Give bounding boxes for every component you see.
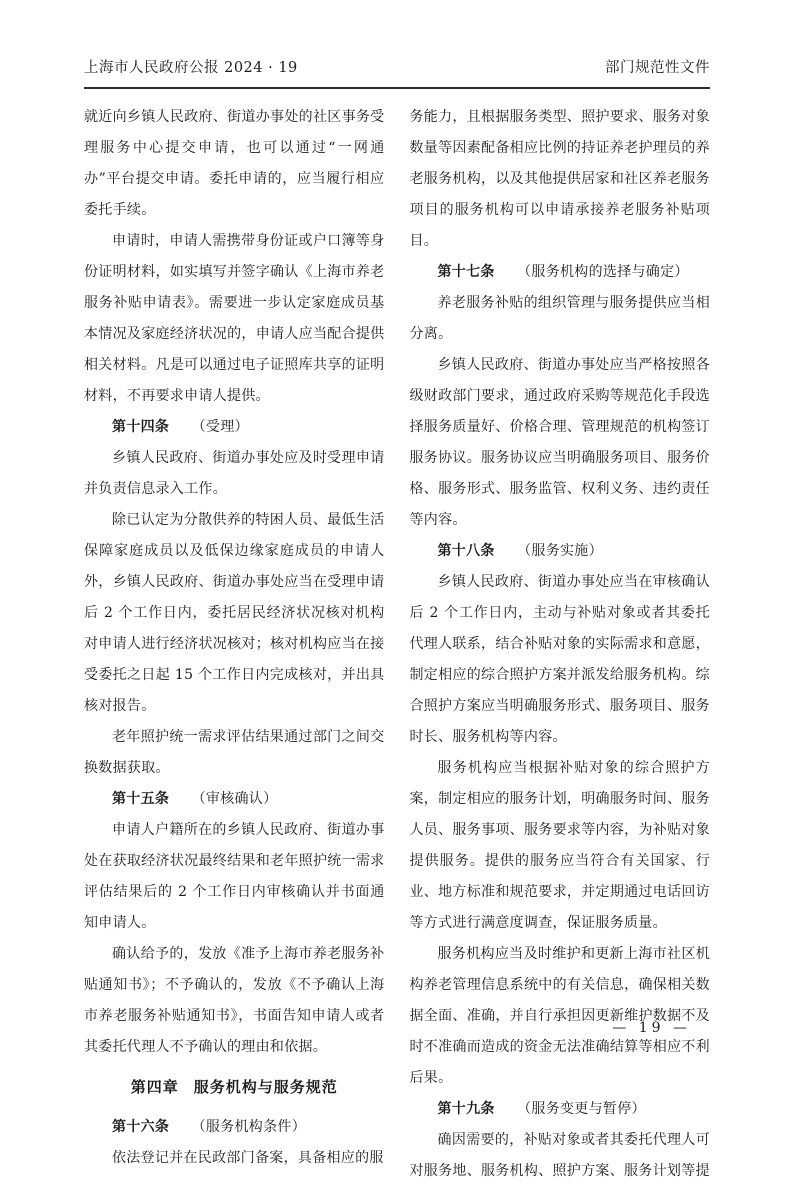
paragraph: 申请时，申请人需携带身份证或户口簿等身份证明材料，如实填写并签字确认《上海市养老服务补贴申请表》。需要进一步认定家庭成员基本情况及家庭经济状况的，申请人应当配合提供相关材料。凡是可以通过电子证照库共享的证明材料，不再要求申请人提供。 (84, 233, 385, 404)
article-title: （服务变更与暂停） (517, 1101, 646, 1117)
article-number: 第十五条 (112, 791, 170, 807)
article-number: 第十八条 (437, 543, 495, 559)
article-title: （服务机构的选择与确定） (517, 264, 689, 280)
header-section-label: 部门规范性文件 (605, 60, 710, 76)
article-number: 第十六条 (112, 1119, 170, 1135)
header-divider (84, 87, 710, 89)
paragraph: 老年照护统一需求评估结果通过部门之间交换数据获取。 (84, 729, 385, 776)
chapter-number: 第四章 (130, 1078, 179, 1096)
paragraph: 就近向乡镇人民政府、街道办事处的社区事务受理服务中心提交申请，也可以通过“一网通办”平台提交申请。委托申请的，应当履行相应委托手续。 (84, 109, 385, 218)
article-heading-18 (410, 536, 711, 567)
chapter-title: 服务机构与服务规范 (193, 1078, 338, 1096)
article-heading-16 (84, 1112, 385, 1143)
article-heading-19 (410, 1094, 711, 1125)
page-footer (612, 1020, 691, 1036)
article-number: 第十九条 (437, 1101, 495, 1117)
paragraph: 养老服务补贴的组织管理与服务提供应当相分离。 (409, 295, 710, 342)
article-heading-14 (84, 412, 385, 443)
paragraph: 依法登记并在民政部门备案，具备相应的服 (112, 1150, 384, 1166)
paragraph: 除已认定为分散供养的特困人员、最低生活保障家庭成员以及低保边缘家庭成员的申请人外，乡镇人民政府、街道办事处应当在受理申请后 2 个工作日内，委托居民经济状况核对机构对申请人进行经济状况核对；核对机构应当在接受委托之日起 15 个工作日内完成核对，并出具核对报告。 (84, 512, 385, 714)
article-title: （服务实施） (517, 543, 603, 559)
paragraph: 服务机构应当根据补贴对象的综合照护方案，制定相应的服务计划，明确服务时间、服务人员、服务事项、服务要求等内容，为补贴对象提供服务。提供的服务应当符合有关国家、行业、地方标准和规范要求，并定期通过电话回访等方式进行满意度调查，保证服务质量。 (409, 760, 710, 931)
header-publication-title: 上海市人民政府公报 2024 · 19 (84, 60, 298, 76)
page-number: — 19 — (612, 1020, 691, 1036)
paragraph: 申请人户籍所在的乡镇人民政府、街道办事处在获取经济状况最终结果和老年照护统一需求评估结果后的 2 个工作日内审核确认并书面通知申请人。 (84, 822, 385, 931)
article-number: 第十七条 (437, 264, 495, 280)
paragraph: 确因需要的，补贴对象或者其委托代理人可对服务地、服务机构、照护方案、服务计划等提 (409, 1132, 710, 1179)
paragraph: 确认给予的，发放《准予上海市养老服务补贴通知书》；不予确认的，发放《不予确认上海市养老服务补贴通知书》，书面告知申请人或者其委托代理人不予确认的理由和依据。 (84, 946, 385, 1055)
paragraph: 服务机构应当及时维护和更新上海市社区机构养老管理信息系统中的有关信息，确保相关数据全面、准确，并自行承担因更新维护数据不及时不准确而造成的资金无法准确结算等相应不利后果。 (409, 946, 710, 1086)
article-number: 第十四条 (112, 419, 170, 435)
paragraph: 乡镇人民政府、街道办事处应及时受理申请并负责信息录入工作。 (84, 450, 385, 497)
article-title: （服务机构条件） (191, 1119, 306, 1135)
chapter-heading (84, 1072, 385, 1103)
paragraph: 务能力，且根据服务类型、照护要求、服务对象数量等因素配备相应比例的持证养老护理员的养老服务机构，以及其他提供居家和社区养老服务项目的服务机构可以申请承接养老服务补贴项目。 (409, 109, 710, 249)
article-title: （受理） (191, 419, 249, 435)
paragraph: 乡镇人民政府、街道办事处应当在审核确认后 2 个工作日内，主动与补贴对象或者其委托代理人联系，结合补贴对象的实际需求和意愿，制定相应的综合照护方案并派发给服务机构。综合照护方案应当明确服务形式、服务项目、服务时长、服务机构等内容。 (409, 574, 710, 745)
article-heading-15 (84, 784, 385, 815)
page-header (84, 0, 710, 78)
article-title: （审核确认） (191, 791, 278, 807)
left-column (84, 102, 385, 1187)
article-heading-17 (410, 257, 711, 288)
paragraph: 乡镇人民政府、街道办事处应当严格按照各级财政部门要求，通过政府采购等规范化手段选择服务质量好、价格合理、管理规范的机构签订服务协议。服务协议应当明确服务项目、服务价格、服务形式、服务监管、权利义务、违约责任等内容。 (409, 357, 710, 528)
